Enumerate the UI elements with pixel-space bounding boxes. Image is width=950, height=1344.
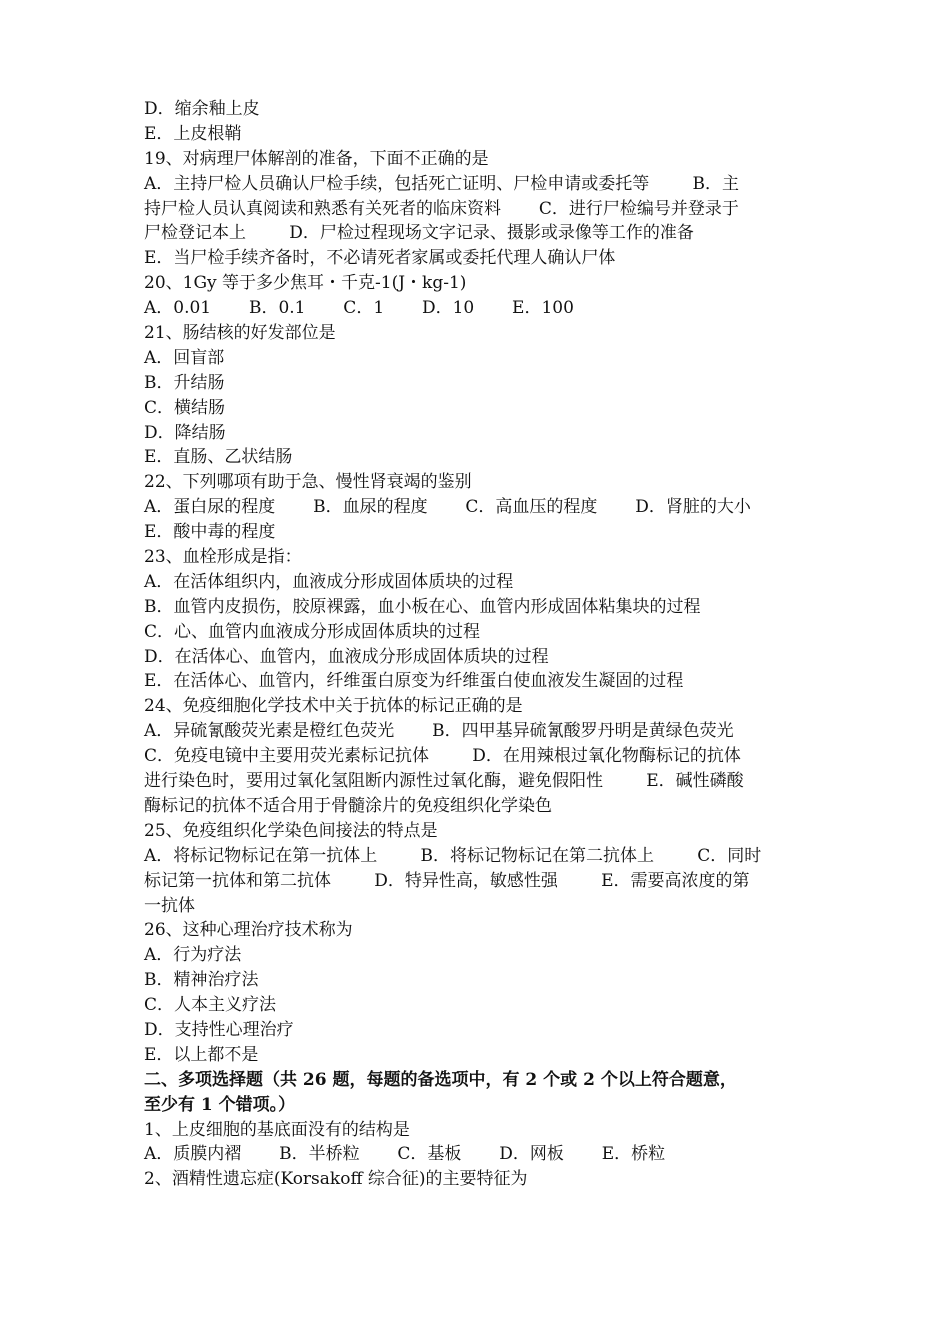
text-line: E．当尸检手续齐备时，不必请死者家属或委托代理人确认尸体 [144, 248, 616, 269]
text-line: A．异硫氰酸荧光素是橙红色荧光 B．四甲基异硫氰酸罗丹明是黄绿色荧光 [144, 721, 734, 742]
text-line: C．免疫电镜中主要用荧光素标记抗体 D．在用辣根过氧化物酶标记的抗体 [144, 746, 741, 767]
section-heading-line: 二、多项选择题（共 26 题，每题的备选项中，有 2 个或 2 个以上符合题意， [144, 1069, 737, 1090]
section-heading-line: 至少有 1 个错项。） [144, 1094, 296, 1115]
text-line: B．升结肠 [144, 372, 225, 393]
text-line: 25、免疫组织化学染色间接法的特点是 [144, 820, 438, 841]
text-line: E．直肠、乙状结肠 [144, 447, 293, 468]
text-line: 1、上皮细胞的基底面没有的结构是 [144, 1119, 410, 1140]
text-line: 进行染色时，要用过氧化氢阻断内源性过氧化酶，避免假阳性 E．碱性磷酸 [144, 771, 744, 792]
text-line: C．人本主义疗法 [144, 995, 277, 1016]
text-line: 19、对病理尸体解剖的准备，下面不正确的是 [144, 148, 489, 169]
text-line: 26、这种心理治疗技术称为 [144, 920, 353, 941]
text-line: D．降结肠 [144, 422, 226, 443]
text-line: C．心、血管内血液成分形成固体质块的过程 [144, 621, 481, 642]
text-line: 24、免疫细胞化学技术中关于抗体的标记正确的是 [144, 696, 523, 717]
text-line: 酶标记的抗体不适合用于骨髓涂片的免疫组织化学染色 [144, 795, 552, 816]
text-line: A．将标记物标记在第一抗体上 B．将标记物标记在第二抗体上 C．同时 [144, 845, 762, 866]
text-line: 持尸检人员认真阅读和熟悉有关死者的临床资料 C．进行尸检编号并登录于 [144, 198, 739, 219]
text-line: D．支持性心理治疗 [144, 1019, 294, 1040]
text-line: 标记第一抗体和第二抗体 D．特异性高，敏感性强 E．需要高浓度的第 [144, 870, 750, 891]
text-line: 20、1Gy 等于多少焦耳・千克-1(J・kg-1) [144, 273, 467, 294]
text-line: 一抗体 [144, 895, 195, 916]
text-line: A．在活体组织内，血液成分形成固体质块的过程 [144, 571, 514, 592]
text-line: 22、下列哪项有助于急、慢性肾衰竭的鉴别 [144, 472, 472, 493]
text-line: A．主持尸检人员确认尸检手续，包括死亡证明、尸检申请或委托等 B．主 [144, 173, 739, 194]
text-line: A．行为疗法 [144, 945, 242, 966]
text-line: 23、血栓形成是指： [144, 547, 302, 568]
document-page [144, 97, 810, 1192]
text-line: 2、酒精性遗忘症(Korsakoff 综合征)的主要特征为 [144, 1169, 528, 1190]
text-line: B．精神治疗法 [144, 970, 259, 991]
text-line: D．缩余釉上皮 [144, 99, 260, 119]
text-line: E．以上都不是 [144, 1044, 259, 1065]
text-line: A．0.01 B．0.1 C．1 D．10 E．100 [144, 298, 574, 319]
text-line: B．血管内皮损伤，胶原裸露，血小板在心、血管内形成固体粘集块的过程 [144, 596, 701, 617]
text-line: 21、肠结核的好发部位是 [144, 323, 336, 344]
text-line: C．横结肠 [144, 397, 226, 418]
text-line: E．上皮根鞘 [144, 123, 242, 144]
text-line: D．在活体心、血管内，血液成分形成固体质块的过程 [144, 646, 549, 667]
text-line: A．蛋白尿的程度 B．血尿的程度 C．高血压的程度 D．肾脏的大小 [144, 497, 751, 518]
text-line: A．质膜内褶 B．半桥粒 C．基板 D．网板 E．桥粒 [144, 1144, 666, 1165]
text-line: E．酸中毒的程度 [144, 522, 276, 543]
text-line: E．在活体心、血管内，纤维蛋白原变为纤维蛋白使血液发生凝固的过程 [144, 671, 684, 692]
text-line: 尸检登记本上 D．尸检过程现场文字记录、摄影或录像等工作的准备 [144, 223, 694, 244]
text-line: A．回盲部 [144, 347, 225, 368]
